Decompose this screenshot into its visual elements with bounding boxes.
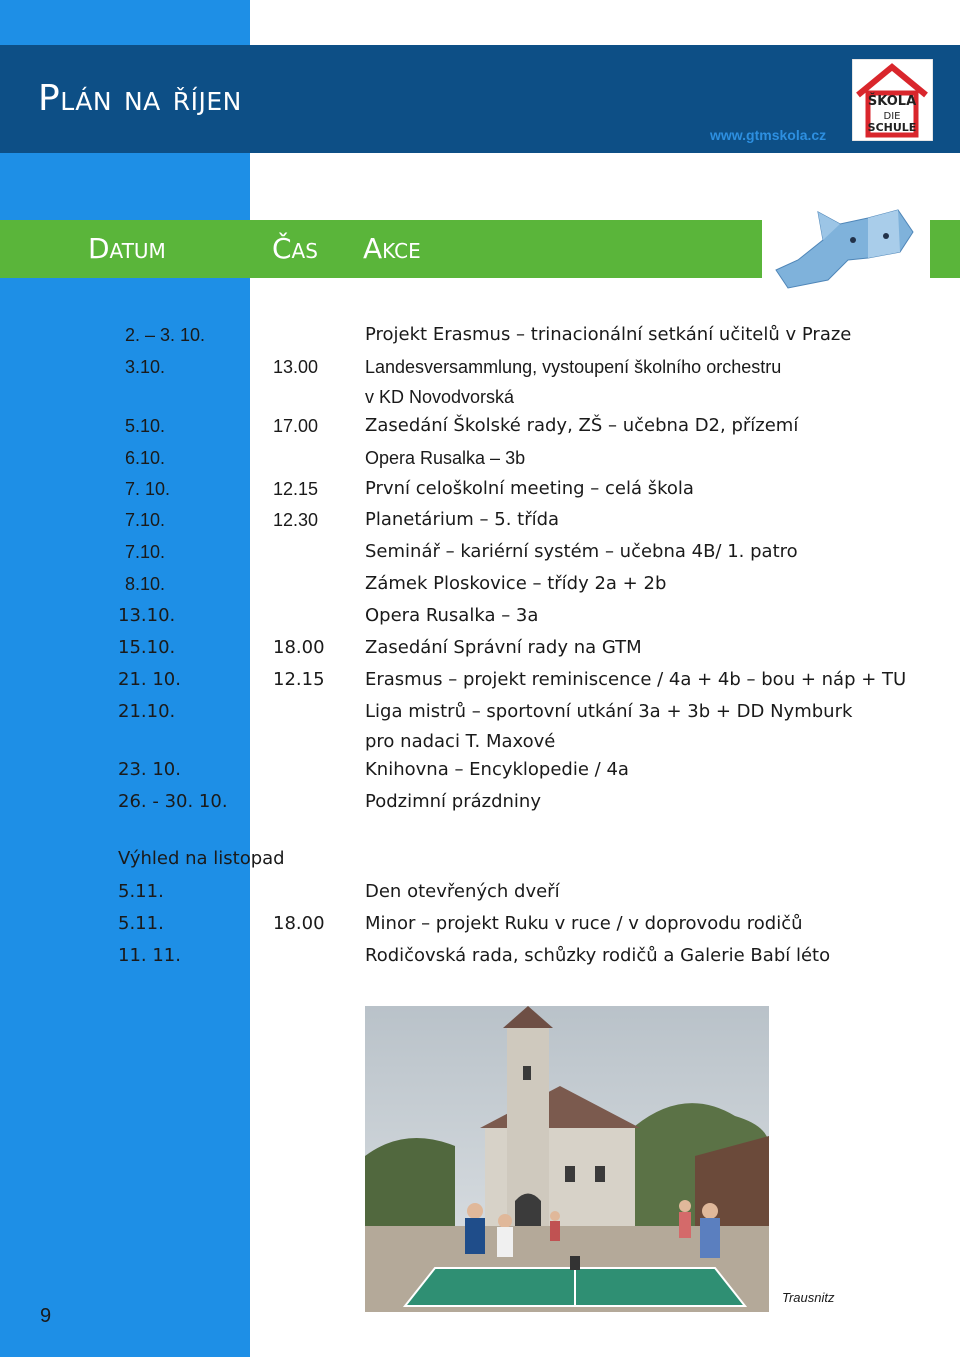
preview-action: Den otevřených dveří	[365, 881, 560, 902]
event-time: 18.00	[273, 637, 325, 658]
event-date: 21.10.	[118, 701, 176, 722]
preview-action: Rodičovská rada, schůzky rodičů a Galerie Babí léto	[365, 945, 831, 966]
preview-action: Minor – projekt Ruku v ruce / v doprovodu rodičů	[365, 913, 803, 934]
event-action	[365, 700, 945, 754]
event-date: 6.10.	[125, 448, 166, 468]
column-action-heading: Akce	[363, 232, 421, 265]
svg-text:SCHULE: SCHULE	[867, 121, 917, 134]
event-action: Zasedání Správní rady na GTM	[365, 637, 642, 658]
event-action: Zasedání Školské rady, ZŠ – učebna D2, přízemí	[365, 415, 799, 436]
event-action: Podzimní prázdniny	[365, 791, 541, 812]
event-date: 3.10.	[125, 357, 166, 377]
column-time-heading: Čas	[272, 232, 318, 265]
event-action: Zámek Ploskovice – třídy 2a + 2b	[365, 573, 667, 594]
trausnitz-castle-photo	[365, 1006, 769, 1312]
svg-text:DIE: DIE	[883, 111, 901, 122]
column-date-heading: Datum	[88, 232, 166, 265]
event-date: 2. – 3. 10.	[125, 325, 206, 345]
event-action-line2: pro nadaci T. Maxové	[365, 731, 556, 752]
event-action: Opera Rusalka – 3b	[365, 448, 526, 468]
event-action	[365, 355, 945, 409]
event-time: 12.15	[273, 669, 325, 690]
event-date: 23. 10.	[118, 759, 181, 780]
event-date: 13.10.	[118, 605, 176, 626]
preview-date: 11. 11.	[118, 945, 181, 966]
event-date: 5.10.	[125, 416, 166, 436]
event-action: Knihovna – Encyklopedie / 4a	[365, 759, 629, 780]
event-time: 17.00	[273, 416, 319, 436]
event-action: Seminář – kariérní systém – učebna 4B/ 1. patro	[365, 541, 798, 562]
school-logo	[852, 59, 933, 141]
event-date: 21. 10.	[118, 669, 181, 690]
event-action: První celoškolní meeting – celá škola	[365, 478, 694, 499]
photo-caption: Trausnitz	[782, 1290, 835, 1305]
page-title: Plán na říjen	[38, 78, 242, 119]
event-time: 13.00	[273, 357, 319, 377]
event-action: Projekt Erasmus – trinacionální setkání učitelů v Praze	[365, 324, 852, 345]
preview-date: 5.11.	[118, 881, 164, 902]
preview-time: 18.00	[273, 913, 325, 934]
preview-date: 5.11.	[118, 913, 164, 934]
event-action: Opera Rusalka – 3a	[365, 605, 539, 626]
event-action: Erasmus – projekt reminiscence / 4a + 4b – bou + náp + TU	[365, 669, 907, 690]
event-action-line1: Liga mistrů – sportovní utkání 3a + 3b + DD Nymburk	[365, 701, 853, 722]
event-date: 7.10.	[125, 510, 166, 530]
event-date: 7. 10.	[125, 479, 171, 499]
event-date: 15.10.	[118, 637, 176, 658]
event-action-line1: Landesversammlung, vystoupení školního orchestru	[365, 357, 782, 377]
website-url: www.gtmskola.cz	[710, 127, 827, 143]
event-date: 7.10.	[125, 542, 166, 562]
page-number: 9	[40, 1305, 52, 1327]
event-time: 12.30	[273, 510, 319, 530]
svg-text:ŠKOLA: ŠKOLA	[867, 94, 917, 109]
november-preview-heading: Výhled na listopad	[118, 848, 285, 869]
origami-cat-image	[768, 200, 918, 290]
event-date: 26. - 30. 10.	[118, 791, 228, 812]
event-time: 12.15	[273, 479, 319, 499]
event-action: Planetárium – 5. třída	[365, 509, 560, 530]
event-date: 8.10.	[125, 574, 166, 594]
event-action-line2: v KD Novodvorská	[365, 387, 515, 407]
